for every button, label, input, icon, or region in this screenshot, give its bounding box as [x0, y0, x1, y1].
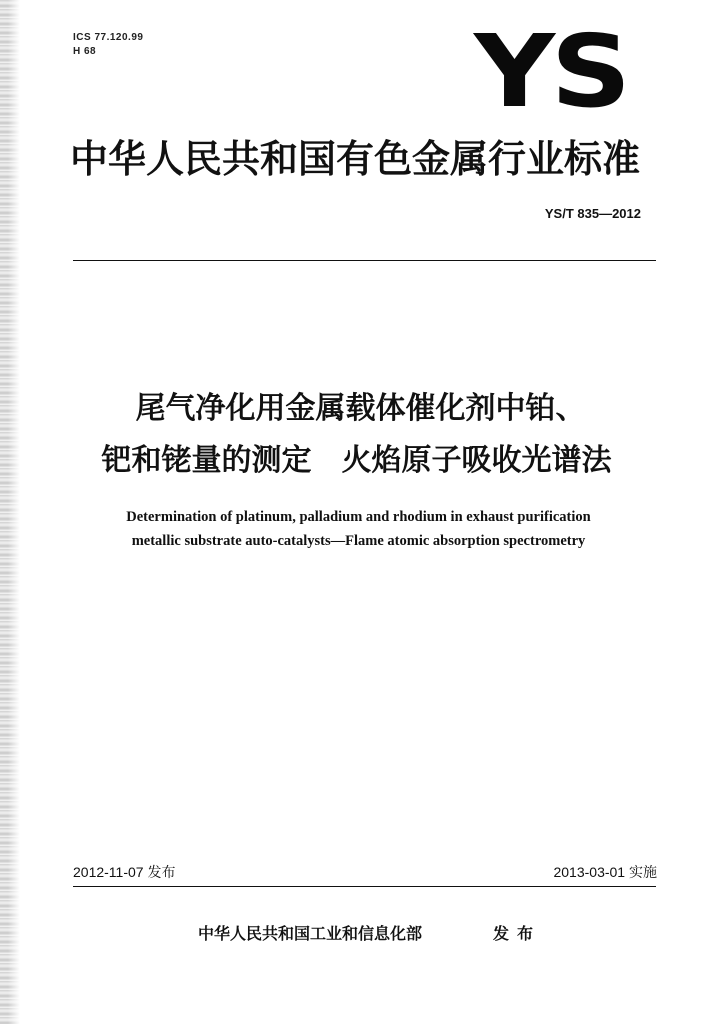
bottom-divider [73, 886, 656, 887]
top-divider [73, 260, 656, 261]
classification-codes [73, 31, 143, 59]
ys-logo: YS [474, 13, 627, 130]
english-title-line-2: metallic substrate auto-catalysts—Flame atomic absorption spectrometry [131, 533, 586, 549]
publisher-name: 中华人民共和国工业和信息化部 [198, 924, 423, 943]
chinese-title-line-2: 钯和铑量的测定 火焰原子吸收光谱法 [101, 443, 612, 478]
english-title-line-1: Determination of platinum, palladium and rhodium in exhaust purification [126, 509, 591, 525]
implementation-date: 2013-03-01 实施 [553, 864, 657, 880]
standard-number: YS/T 835—2012 [544, 206, 641, 221]
issue-date: 2012-11-07 发布 [73, 864, 176, 880]
publish-label: 发布 [493, 924, 542, 943]
chinese-title-line-1: 尾气净化用金属载体催化剂中铂、 [135, 391, 586, 426]
standard-category-title: 中华人民共和国有色金属行业标准 [70, 137, 641, 181]
ics-code: ICS 77.120.99 [73, 32, 144, 43]
ccs-code: H 68 [73, 46, 97, 57]
